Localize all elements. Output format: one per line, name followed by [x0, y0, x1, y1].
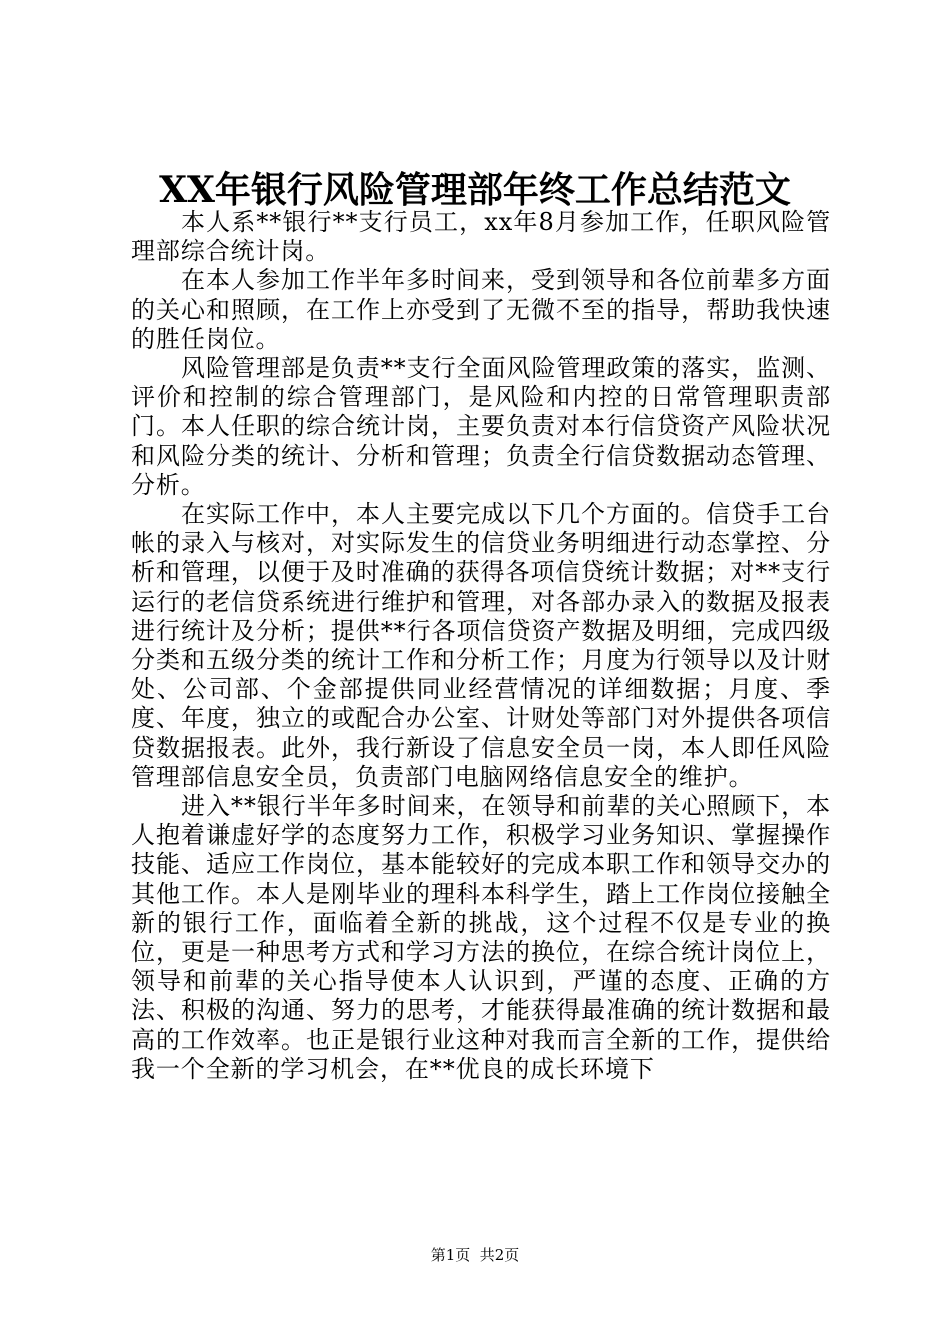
page-footer [0, 1245, 950, 1265]
paragraph-3: 风险管理部是负责**支行全面风险管理政策的落实，监测、评价和控制的综合管理部门，是风险和内控的日常管理职责部门。本人任职的综合统计岗，主要负责对本行信贷资产风险状况和风险分类的统计、分析和管理；负责全行信贷数据动态管理、分析。 [131, 354, 831, 499]
paragraph-2: 在本人参加工作半年多时间来，受到领导和各位前辈多方面的关心和照顾，在工作上亦受到了无微不至的指导，帮助我快速的胜任岗位。 [131, 266, 831, 353]
paragraph-5: 进入**银行半年多时间来，在领导和前辈的关心照顾下，本人抱着谦虚好学的态度努力工作，积极学习业务知识、掌握操作技能、适应工作岗位，基本能较好的完成本职工作和领导交办的其他工作。本人是刚毕业的理科本科学生，踏上工作岗位接触全新的银行工作，面临着全新的挑战，这个过程不仅是专业的换位，更是一种思考方式和学习方法的换位，在综合统计岗位上，领导和前辈的关心指导使本人认识到，严谨的态度、正确的方法、积极的沟通、努力的思考，才能获得最准确的统计数据和最高的工作效率。也正是银行业这种对我而言全新的工作，提供给我一个全新的学习机会，在**优良的成长环境下 [131, 792, 831, 1083]
document-body [131, 208, 831, 1084]
document-title: XX年银行风险管理部年终工作总结范文 [159, 169, 791, 211]
paragraph-1: 本人系**银行**支行员工，xx年8月参加工作，任职风险管理部综合统计岗。 [131, 208, 831, 266]
page-number-label: 第1页 共2页 [430, 1246, 520, 1264]
paragraph-4: 在实际工作中，本人主要完成以下几个方面的。信贷手工台帐的录入与核对，对实际发生的信贷业务明细进行动态掌控、分析和管理，以便于及时准确的获得各项信贷统计数据；对**支行运行的老信贷系统进行维护和管理，对各部办录入的数据及报表进行统计及分析；提供**行各项信贷资产数据及明细，完成四级分类和五级分类的统计工作和分析工作；月度为行领导以及计财处、公司部、个金部提供同业经营情况的详细数据；月度、季度、年度，独立的或配合办公室、计财处等部门对外提供各项信贷数据报表。此外，我行新设了信息安全员一岗，本人即任风险管理部信息安全员，负责部门电脑网络信息安全的维护。 [131, 500, 831, 791]
